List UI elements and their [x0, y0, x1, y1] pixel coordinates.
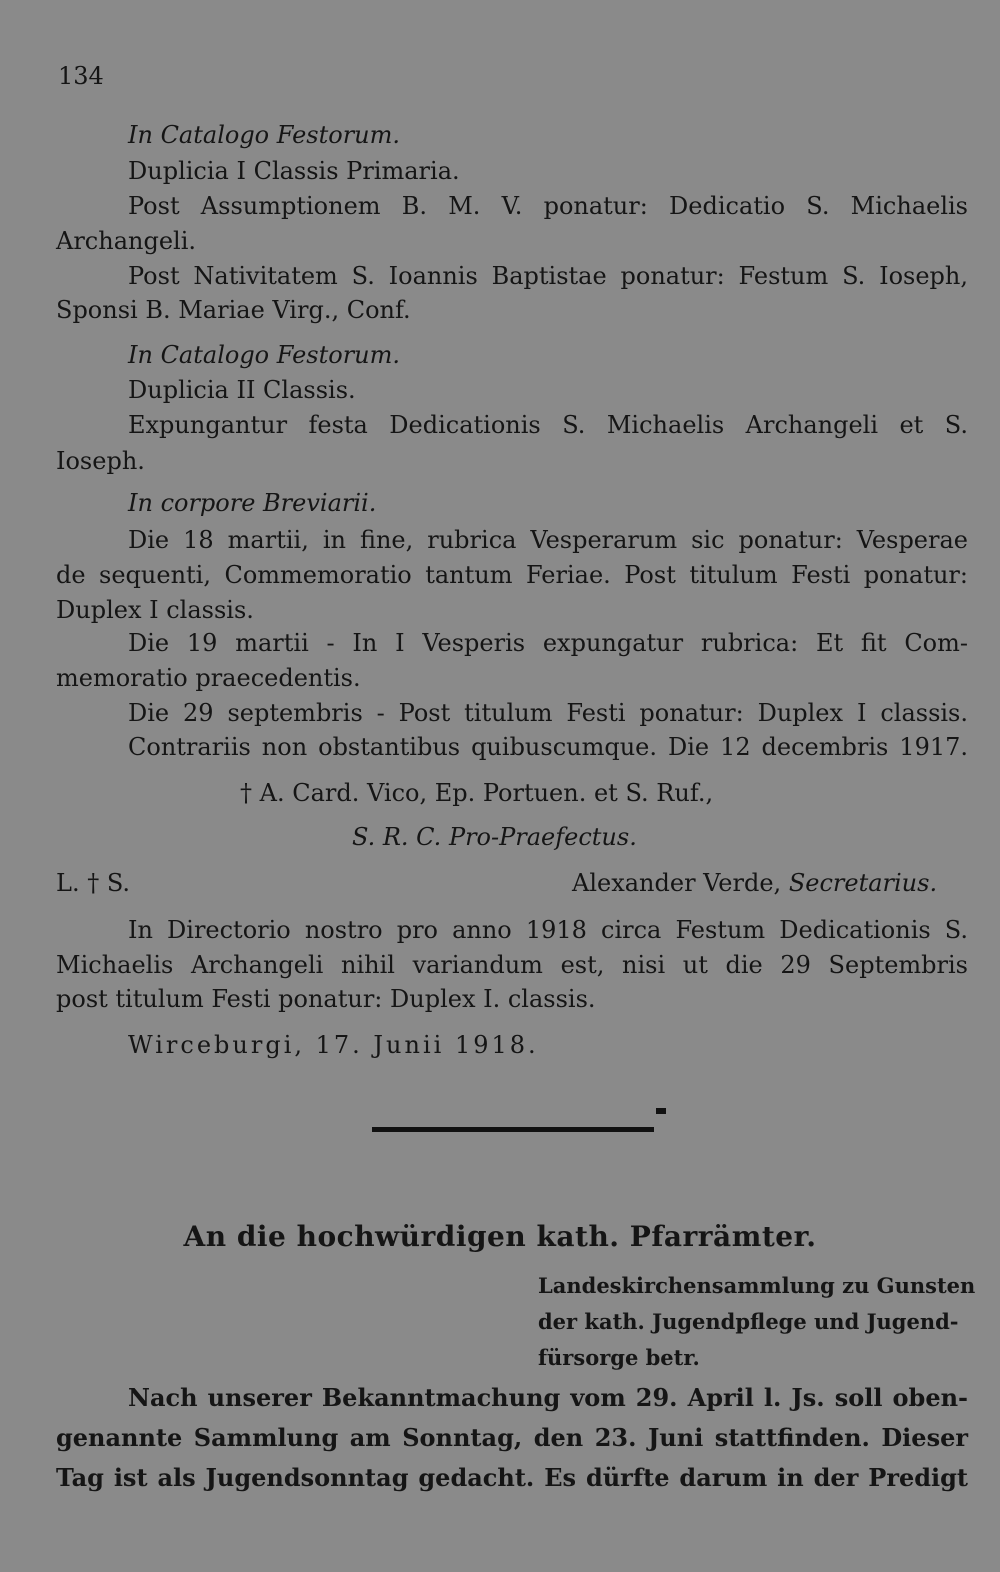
section2-line: Ioseph. — [56, 447, 145, 475]
signatory-line: † A. Card. Vico, Ep. Portuen. et S. Ruf., — [240, 779, 714, 807]
secretary-line — [572, 868, 937, 898]
secretary-title: Secretarius. — [788, 869, 938, 897]
section1-line: Post Assumptionem B. M. V. ponatur: Dedicatio S. Michaelis — [128, 192, 968, 220]
section3-heading: In corpore Breviarii. — [128, 489, 377, 517]
seal-mark: L. † S. — [56, 869, 131, 897]
section2-line: Expungantur festa Dedicationis S. Michaelis Archangeli et S. — [128, 411, 968, 439]
place-date: Wirceburgi, 17. Junii 1918. — [128, 1031, 539, 1059]
directory-line: post titulum Festi ponatur: Duplex I. classis. — [56, 985, 596, 1013]
notice-body-line: genannte Sammlung am Sonntag, den 23. Juni stattfinden. Dieser — [56, 1423, 968, 1452]
section3-line: memoratio praecedentis. — [56, 664, 361, 692]
notice-subject-line: der kath. Jugendpflege und Jugend- — [538, 1309, 959, 1334]
section3-line: Die 19 martii - In I Vesperis expungatur rubrica: Et fit Com- — [128, 629, 968, 657]
page-number: 134 — [58, 62, 104, 90]
signatory-title: S. R. C. Pro-Praefectus. — [352, 823, 637, 851]
section-divider — [372, 1127, 654, 1132]
divider-mark — [656, 1108, 666, 1114]
section2-line: Duplicia II Classis. — [128, 376, 356, 404]
notice-subject-line: Landeskirchensammlung zu Gunsten — [538, 1273, 976, 1298]
section3-line: de sequenti, Commemoratio tantum Feriae. Post titulum Festi ponatur: — [56, 561, 968, 589]
directory-line: In Directorio nostro pro anno 1918 circa Festum Dedicationis S. — [128, 916, 968, 944]
section3-line: Die 18 martii, in fine, rubrica Vesperarum sic ponatur: Vesperae — [128, 526, 968, 554]
section1-line: Archangeli. — [56, 227, 197, 255]
section3-line: Contrariis non obstantibus quibuscumque. Die 12 decembris 1917. — [128, 733, 968, 761]
section1-line: Post Nativitatem S. Ioannis Baptistae ponatur: Festum S. Ioseph, — [128, 262, 968, 290]
notice-subject-line: fürsorge betr. — [538, 1345, 700, 1370]
section3-line: Die 29 septembris - Post titulum Festi ponatur: Duplex I classis. — [128, 699, 968, 727]
section3-line: Duplex I classis. — [56, 596, 254, 624]
section1-line: Duplicia I Classis Primaria. — [128, 157, 460, 185]
notice-body-line: Nach unserer Bekanntmachung vom 29. April l. Js. soll oben- — [128, 1383, 968, 1412]
notice-body-line: Tag ist als Jugendsonntag gedacht. Es dürfte darum in der Predigt — [56, 1463, 968, 1492]
section1-line: Sponsi B. Mariae Virg., Conf. — [56, 296, 411, 324]
section2-heading: In Catalogo Festorum. — [128, 341, 401, 369]
secretary-name: Alexander Verde, — [572, 869, 789, 897]
notice-heading: An die hochwürdigen kath. Pfarrämter. — [183, 1220, 817, 1253]
directory-line: Michaelis Archangeli nihil variandum est, nisi ut die 29 Septembris — [56, 951, 968, 979]
section1-heading: In Catalogo Festorum. — [128, 121, 401, 149]
